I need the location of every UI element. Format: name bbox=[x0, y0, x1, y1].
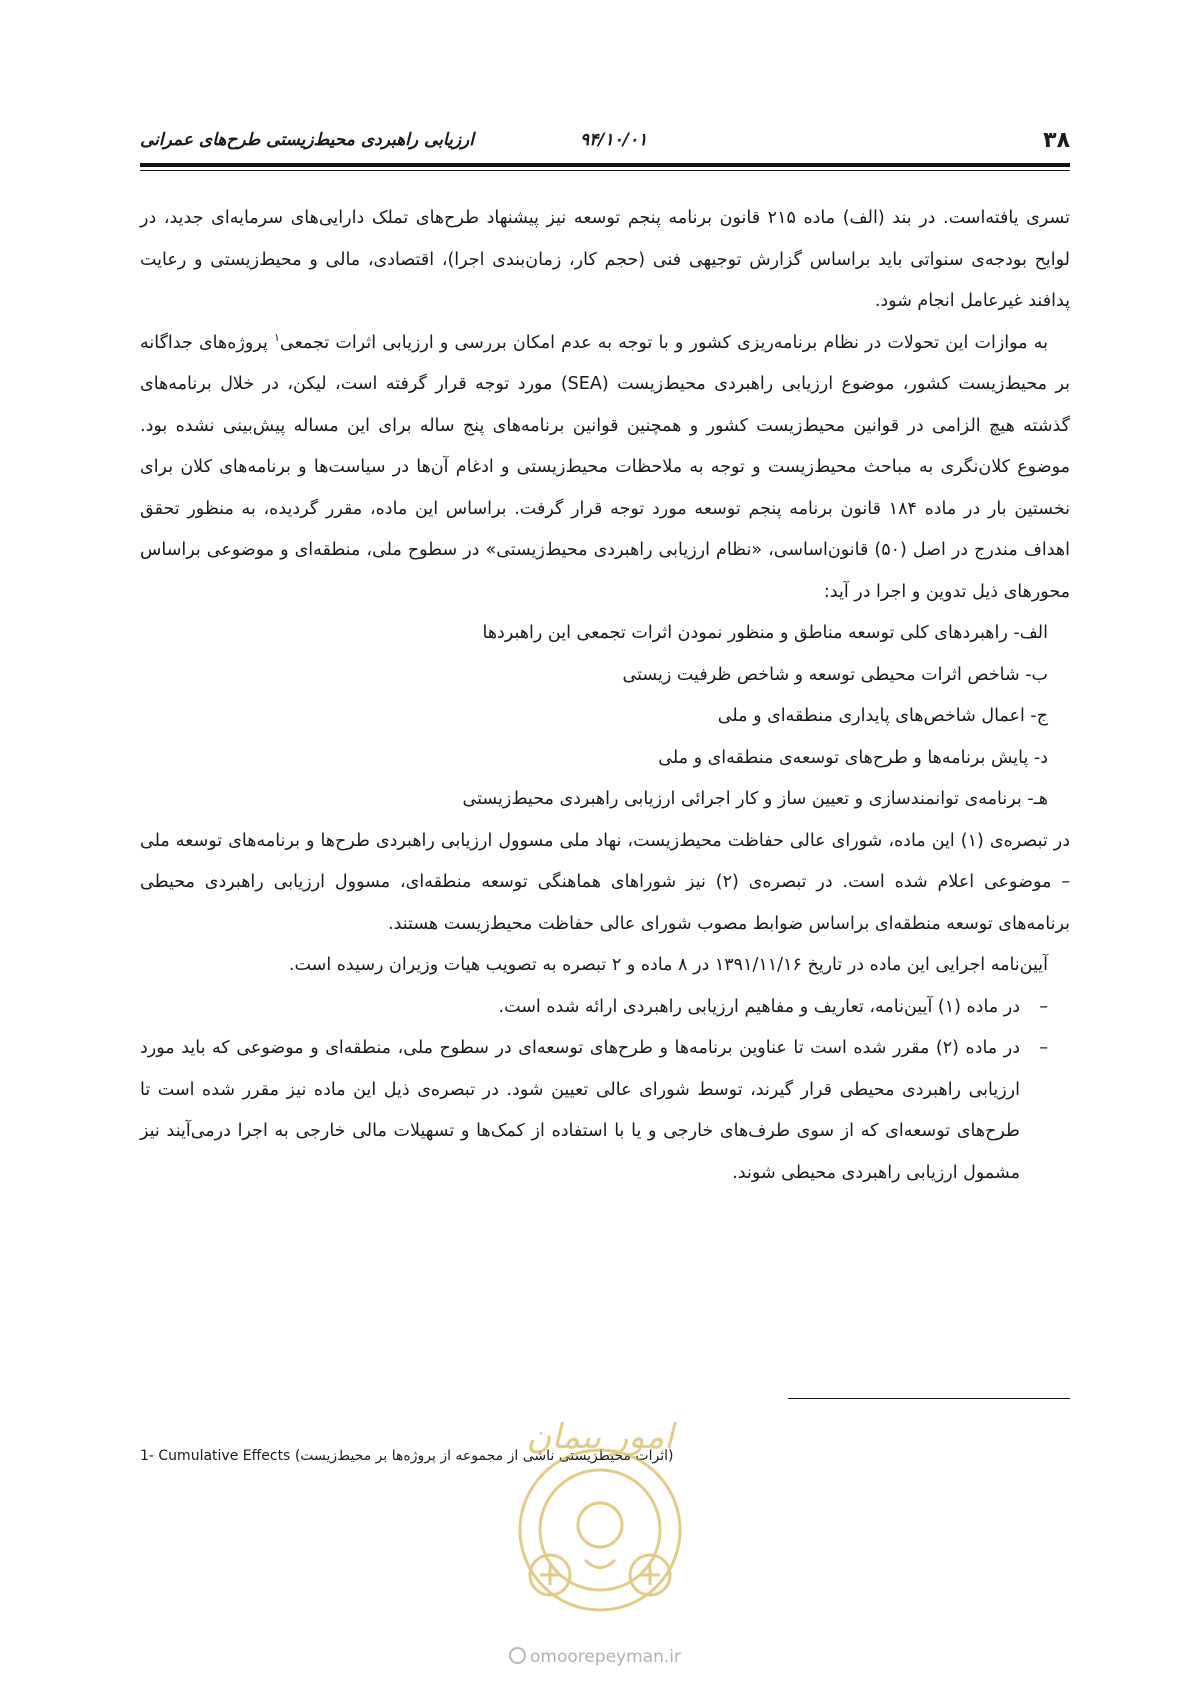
site-watermark bbox=[0, 1647, 1190, 1667]
paragraph-1: تسری یافته‌است. در بند (الف) ماده ۲۱۵ قانون برنامه پنجم توسعه نیز پیشنهاد طرح‌های تملک دارایی‌های سرمایه‌ای جدید، در لوایح بودجه‌ی سنواتی باید براساس گزارش توجیهی فنی (حجم کار، زمان‌بندی اجرا)، اقتصادی، مالی و محیط‌زیستی و رعایت پدافند غیرعامل انجام شود. bbox=[140, 208, 1070, 311]
seal-text: امور پیمان bbox=[526, 1417, 674, 1457]
list-item: ب- شاخص اثرات محیطی توسعه و شاخص ظرفیت زیستی bbox=[622, 664, 1048, 685]
header-date: ۹۴/۱۰/۰۱ bbox=[580, 130, 648, 150]
page-header bbox=[140, 128, 1070, 158]
dash-bullet: – bbox=[1039, 996, 1048, 1017]
header-rule-thick bbox=[140, 163, 1070, 167]
instagram-icon bbox=[509, 1647, 526, 1664]
dash-list-item bbox=[140, 987, 1070, 1029]
dash-list-item bbox=[140, 1028, 1070, 1194]
dash-bullet: – bbox=[1039, 1038, 1048, 1058]
paragraph-2-part-2: پروژه‌های جداگانه بر محیط‌زیست کشور، موضوع ارزیابی راهبردی محیط‌زیست (SEA) مورد توجه قرار گرفته است، لیکن، در خلال برنامه‌های گذشته هیچ الزامی در قوانین محیط‌زیست کشور و همچنین قوانین برنامه‌های پنج ساله برای این مساله پیش‌بینی نشده بود. موضوع کلان‌نگری به مباحث محیط‌زیست و توجه به ملاحظات محیط‌زیستی و ادغام آن‌ها در سیاست‌ها و برنامه‌های کلان برای نخستین بار در ماده ۱۸۴ قانون برنامه پنجم توسعه مورد توجه قرار گرفت. براساس این ماده، مقرر گردیده، به منظور تحقق اهداف مندرج در اصل (۵۰) قانون‌اساسی، «نظام ارزیابی راهبردی محیط‌زیستی» در سطوح ملی، منطقه‌ای و موضوعی براساس محورهای ذیل تدوین و اجرا در آید: bbox=[140, 332, 1070, 602]
paragraph-4: آیین‌نامه اجرایی این ماده در تاریخ ۱۳۹۱/۱۱/۱۶ در ۸ ماده و ۲ تبصره به تصویب هیات وزیران رسیده است. bbox=[288, 955, 1048, 975]
document-body bbox=[140, 198, 1070, 1194]
footnote-reference[interactable]: ۱ bbox=[273, 330, 280, 344]
page-number: ۳۸ bbox=[1043, 128, 1070, 153]
list-item: الف- راهبردهای کلی توسعه مناطق و منظور نمودن اثرات تجمعی این راهبردها bbox=[482, 623, 1048, 643]
footnote-text: (اثرات محیطزیستی ناشی از مجموعه از پروژه‌ها بر محیط‌زیست) bbox=[294, 1448, 674, 1464]
header-rule-thin bbox=[140, 170, 1070, 171]
paragraph-2 bbox=[140, 323, 1070, 614]
list-item: هـ- برنامه‌ی توانمندسازی و تعیین ساز و کار اجرائی ارزیابی راهبردی محیط‌زیستی bbox=[462, 789, 1048, 809]
list-item: ج- اعمال شاخص‌های پایداری منطقه‌ای و ملی bbox=[717, 706, 1048, 726]
list-item: د- پایش برنامه‌ها و طرح‌های توسعه‌ی منطقه‌ای و ملی bbox=[658, 747, 1048, 768]
seal-logo bbox=[480, 1400, 720, 1630]
dash-list-item-text: در ماده (۲) مقرر شده است تا عناوین برنامه‌ها و طرح‌های توسعه‌ای در سطوح ملی، منطقه‌ای و موضوعی که باید مورد ارزیابی راهبردی محیطی قرار گیرند، توسط شورای عالی تعیین شود. در تبصره‌ی ذیل این ماده نیز مقرر شده است تا طرح‌های توسعه‌ای که از سوی طرف‌های خارجی و یا با استفاده از کمک‌ها و تسهیلات مالی خارجی به اجرا درمی‌آیند نیز مشمول ارزیابی راهبردی محیطی شوند. bbox=[140, 1038, 1020, 1183]
footnote-rule bbox=[788, 1398, 1070, 1399]
paragraph-3: در تبصره‌ی (۱) این ماده، شورای عالی حفاظت محیط‌زیست، نهاد ملی مسوول ارزیابی راهبردی طرح‌ها و برنامه‌های توسعه ملی – موضوعی اعلام شده است. در تبصره‌ی (۲) نیز شوراهای هماهنگی توسعه منطقه‌ای، مسوول ارزیابی راهبردی محیطی برنامه‌های توسعه منطقه‌ای براساس ضوابط مصوب شورای عالی حفاظت محیط‌زیست هستند. bbox=[140, 830, 1070, 934]
watermark-text: omoorepeyman.ir bbox=[529, 1647, 682, 1667]
paragraph-2-part-1: به موازات این تحولات در نظام برنامه‌ریزی کشور و با توجه به عدم امکان بررسی و ارزیابی اثرات تجمعی bbox=[279, 332, 1048, 353]
footnote-label: 1- Cumulative Effects bbox=[140, 1448, 291, 1464]
dash-list-item-text: در ماده (۱) آیین‌نامه، تعاریف و مفاهیم ارزیابی راهبردی ارائه شده است. bbox=[498, 996, 1020, 1017]
header-title: ارزیابی راهبردی محیط‌زیستی طرح‌های عمرانی bbox=[140, 130, 474, 150]
